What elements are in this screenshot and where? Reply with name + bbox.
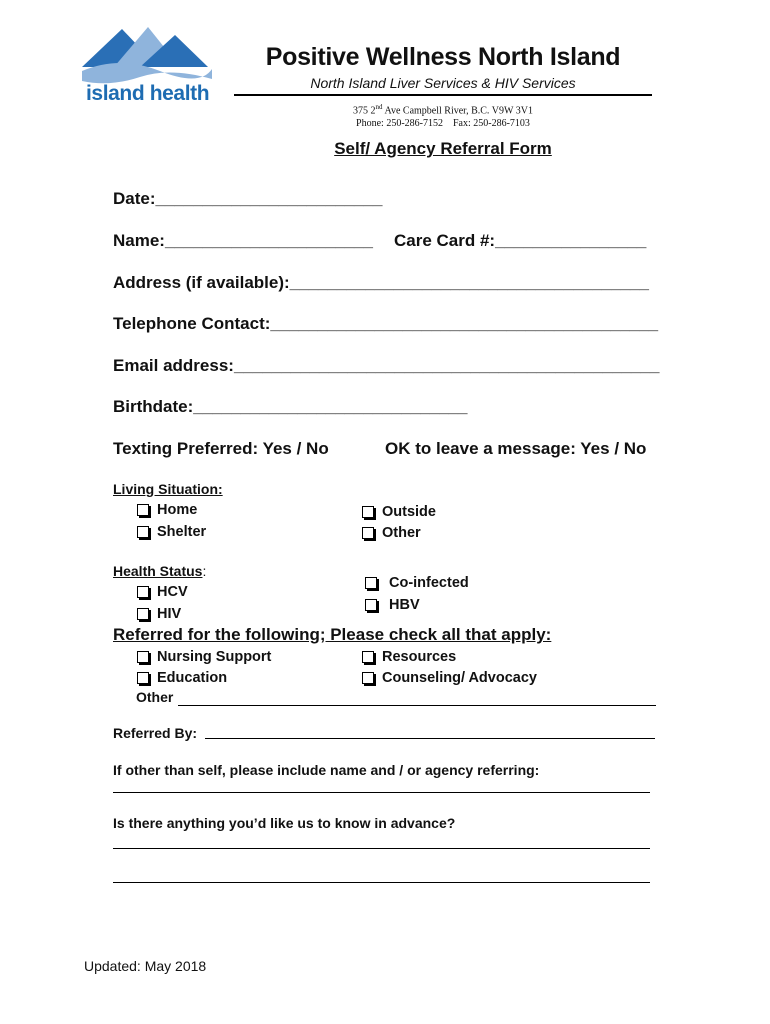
advance-question-label: Is there anything you’d like us to know in advance?: [113, 815, 456, 831]
checkbox-icon[interactable]: [362, 506, 374, 518]
other-than-self-label: If other than self, please include name and / or agency referring:: [113, 762, 540, 778]
referred-by-label: Referred By:: [113, 725, 198, 741]
checkbox-outside[interactable]: Outside: [362, 504, 436, 520]
checkbox-icon[interactable]: [137, 586, 149, 598]
advance-answer-line-2[interactable]: [113, 882, 650, 883]
name-field[interactable]: Name:______________________: [113, 231, 373, 250]
health-status-label: Health Status:: [113, 563, 207, 579]
checkbox-hcv[interactable]: HCV: [137, 584, 188, 600]
living-situation-label: Living Situation:: [113, 481, 223, 497]
phone-line: Phone: 250-286-7152 Fax: 250-286-7103: [356, 118, 530, 130]
leave-message-preference[interactable]: OK to leave a message: Yes / No: [385, 439, 647, 458]
checkbox-icon[interactable]: [137, 608, 149, 620]
checkbox-other-living[interactable]: Other: [362, 525, 421, 541]
checkbox-nursing-support[interactable]: Nursing Support: [137, 649, 271, 665]
checkbox-hbv[interactable]: HBV: [365, 597, 420, 613]
checkbox-icon[interactable]: [362, 672, 374, 684]
checkbox-shelter[interactable]: Shelter: [137, 524, 206, 540]
updated-footer: Updated: May 2018: [84, 958, 207, 974]
advance-answer-line-1[interactable]: [113, 848, 650, 849]
checkbox-icon[interactable]: [137, 651, 149, 663]
texting-preference[interactable]: Texting Preferred: Yes / No: [113, 439, 329, 458]
referral-section-label: Referred for the following; Please check all that apply:: [113, 625, 552, 644]
email-field[interactable]: Email address:_____________________________________________: [113, 356, 660, 375]
referred-by-line[interactable]: [205, 738, 655, 739]
checkbox-icon[interactable]: [362, 527, 374, 539]
org-title: Positive Wellness North Island: [265, 43, 621, 71]
checkbox-counseling-advocacy[interactable]: Counseling/ Advocacy: [362, 670, 537, 686]
subtitle: North Island Liver Services & HIV Services: [310, 75, 576, 91]
checkbox-icon[interactable]: [362, 651, 374, 663]
birthdate-field[interactable]: Birthdate:_____________________________: [113, 397, 468, 416]
other-than-self-line[interactable]: [113, 792, 650, 793]
care-card-field[interactable]: Care Card #:________________: [394, 231, 647, 250]
checkbox-co-infected[interactable]: Co-infected: [365, 575, 469, 591]
checkbox-education[interactable]: Education: [137, 670, 227, 686]
checkbox-icon[interactable]: [137, 672, 149, 684]
header-divider: [234, 94, 652, 96]
checkbox-icon[interactable]: [137, 526, 149, 538]
checkbox-resources[interactable]: Resources: [362, 649, 456, 665]
other-referral-line[interactable]: [178, 705, 656, 706]
logo-text: island health: [86, 82, 210, 105]
checkbox-home[interactable]: Home: [137, 502, 197, 518]
other-referral-label: Other: [136, 689, 174, 705]
street-address: 375 2nd Ave Campbell River, B.C. V9W 3V1: [353, 103, 533, 117]
telephone-field[interactable]: Telephone Contact:_________________________________________: [113, 314, 659, 333]
checkbox-hiv[interactable]: HIV: [137, 606, 181, 622]
address-field[interactable]: Address (if available):______________________________________: [113, 273, 649, 292]
date-field[interactable]: Date:________________________: [113, 189, 383, 208]
checkbox-icon[interactable]: [365, 599, 377, 611]
checkbox-icon[interactable]: [365, 577, 377, 589]
checkbox-icon[interactable]: [137, 504, 149, 516]
form-title: Self/ Agency Referral Form: [334, 139, 552, 158]
address-block: [236, 101, 650, 130]
